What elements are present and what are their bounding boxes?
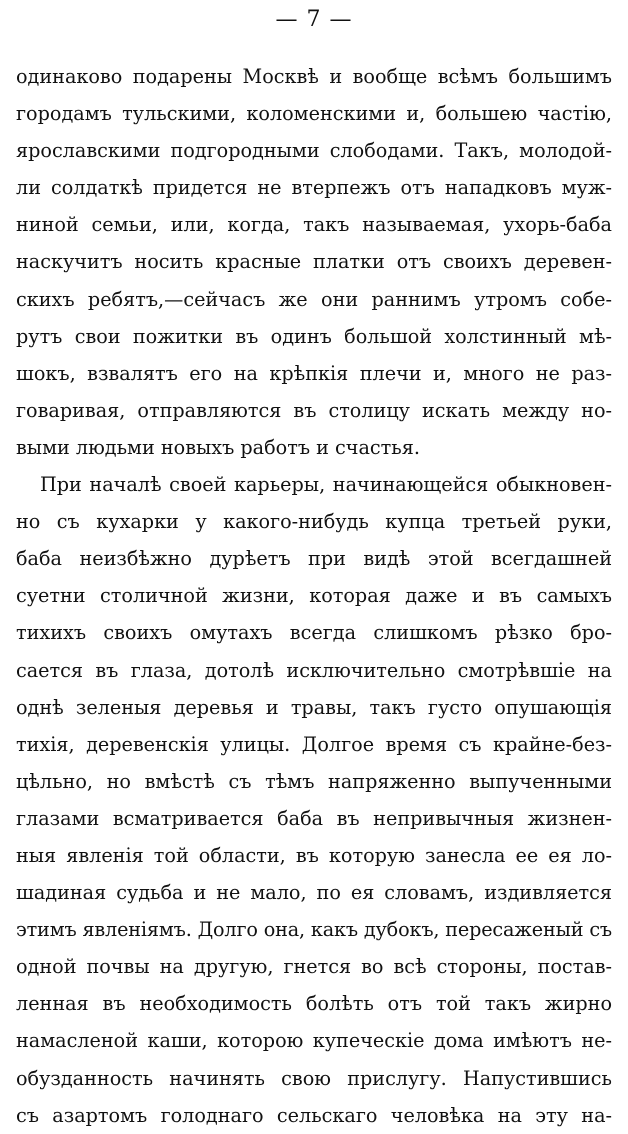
- text-line: шокъ, взвалятъ его на крѣпкія плечи и, много не раз-: [16, 361, 612, 385]
- text-line: говаривая, отправляются въ столицу искать между но-: [16, 398, 612, 422]
- text-line: сается въ глаза, дотолѣ исключительно смотрѣвшіе на: [16, 658, 612, 682]
- text-line: суетни столичной жизни, которая даже и въ самыхъ: [16, 584, 612, 608]
- text-line: ярославскими подгородными слободами. Такъ, молодой-: [16, 139, 612, 163]
- text-line: тихихъ своихъ омутахъ всегда слишкомъ рѣзко бро-: [16, 621, 612, 645]
- page-number: — 7 —: [275, 7, 353, 32]
- paragraph-1: [16, 58, 612, 466]
- text-line: рутъ свои пожитки въ одинъ большой холстинный мѣ-: [16, 324, 612, 348]
- text-line: ниной семьи, или, когда, такъ называемая, ухорь-баба: [16, 213, 612, 237]
- text-line: ныя явленія той области, въ которую занесла ее ея ло-: [16, 843, 612, 867]
- text-line: выми людьми новыхъ работъ и счастья.: [16, 435, 420, 459]
- text-line: глазами всматривается баба въ непривычныя жизнен-: [16, 806, 612, 830]
- text-line: наскучитъ носить красные платки отъ своихъ деревен-: [16, 250, 612, 274]
- text-line: шадиная судьба и не мало, по ея словамъ, издивляется: [16, 881, 612, 905]
- text-line: При началѣ своей карьеры, начинающейся обыкновен-: [40, 473, 612, 497]
- text-line: ли солдаткѣ придется не втерпежъ отъ нападковъ муж-: [16, 176, 612, 200]
- text-line: ленная въ необходимость болѣть отъ той такъ жирно: [16, 992, 612, 1016]
- text-line: но съ кухарки у какого-нибудь купца третьей руки,: [16, 510, 612, 534]
- text-line: скихъ ребятъ,—сейчасъ же они раннимъ утромъ собе-: [16, 287, 612, 311]
- text-line: баба неизбѣжно дурѣетъ при видѣ этой всегдашней: [16, 547, 612, 571]
- text-line: городамъ тульскими, коломенскими и, большею частію,: [16, 102, 612, 126]
- text-line: тихія, деревенскія улицы. Долгое время съ крайне-без-: [16, 732, 612, 756]
- text-line: одной почвы на другую, гнется во всѣ стороны, постав-: [16, 955, 612, 979]
- text-line: съ азартомъ голоднаго сельскаго человѣка на эту на-: [16, 1103, 612, 1127]
- text-line: одинаково подарены Москвѣ и вообще всѣмъ большимъ: [16, 65, 612, 88]
- text-line: цѣльно, но вмѣстѣ съ тѣмъ напряженно выпученными: [16, 769, 612, 793]
- text-line: обузданность начинять свою прислугу. Напустившись: [16, 1066, 612, 1090]
- text-line: однѣ зеленыя деревья и травы, такъ густо опушающія: [16, 695, 612, 719]
- body-text: [16, 58, 612, 1134]
- paragraph-2: [16, 466, 612, 1134]
- text-line: этимъ явленіямъ. Долго она, какъ дубокъ, пересаженый съ: [16, 918, 612, 942]
- text-line: намасленой каши, которою купеческіе дома имѣютъ не-: [16, 1029, 612, 1053]
